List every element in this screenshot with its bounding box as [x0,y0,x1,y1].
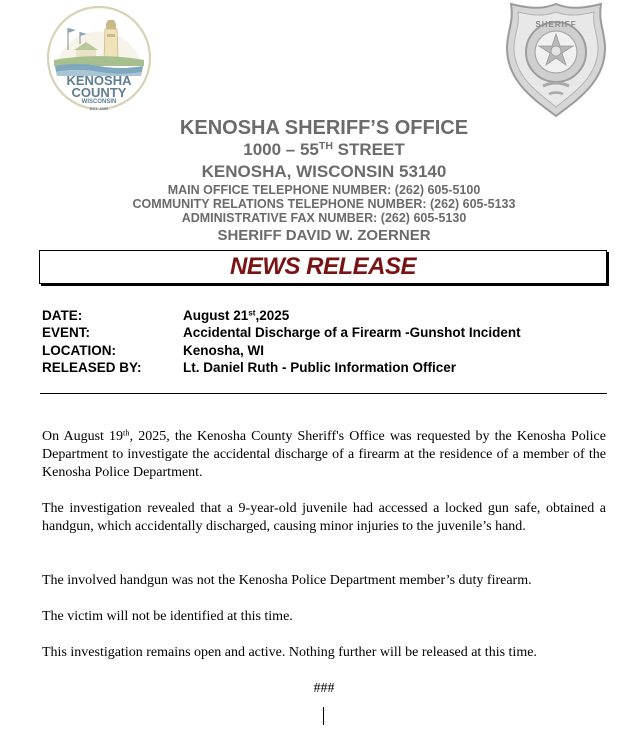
p1-start: On August 19 [42,429,124,444]
sheriff-badge [505,2,607,118]
sheriff-badge-text: SHERIFF [535,20,577,29]
body-paragraph-5: This investigation remains open and active. Nothing further will be released at this time. [42,645,537,660]
county-logo-line3: WISCONSIN [81,99,117,105]
body-paragraph-2: The investigation revealed that a 9-year-old juvenile had accessed a locked gun safe, obtained a handgun, which accidentally discharged, causing minor injuries to the juvenile’s hand. [42,501,606,534]
end-mark: ### [313,681,335,696]
county-logo-line4: EST. 1850 [89,106,109,111]
community-relations-phone: COMMUNITY RELATIONS TELEPHONE NUMBER: (262) 605-5133 [132,197,516,211]
office-name: KENOSHA SHERIFF’S OFFICE [179,117,469,139]
released-by-row [42,359,612,377]
news-release-title: NEWS RELEASE [229,253,417,280]
released-by-value: Lt. Daniel Ruth - Public Information Officer [183,360,457,375]
street-ordinal: TH [318,140,333,153]
administrative-fax: ADMINISTRATIVE FAX NUMBER: (262) 605-5130 [181,211,467,225]
location-value: Kenosha, WI [183,343,265,358]
divider [40,393,607,394]
county-logo-line2: COUNTY [71,85,127,100]
location-label: LOCATION: [42,343,116,358]
main-office-phone: MAIN OFFICE TELEPHONE NUMBER: (262) 605-5100 [167,183,481,197]
date-value-year: ,2025 [255,308,290,323]
city-state-zip: KENOSHA, WISCONSIN 53140 [201,162,447,181]
body-paragraph-4: The victim will not be identified at this time. [42,609,293,624]
date-label: DATE: [42,308,83,323]
released-by-label: RELEASED BY: [42,360,142,375]
street-address [0,140,628,160]
news-release-banner [39,250,607,284]
date-ordinal: st [248,308,256,318]
sheriff-name: SHERIFF DAVID W. ZOERNER [217,227,431,244]
street-suffix: STREET [332,140,405,159]
event-row [42,324,612,342]
county-logo-line1: KENOSHA [66,73,132,88]
date-value-main: August 21 [183,308,249,323]
body-paragraph-3: The involved handgun was not the Kenosha Police Department member’s duty firearm. [42,573,532,588]
text-cursor[interactable] [323,707,324,725]
kenosha-county-logo [46,6,152,112]
location-row [42,342,612,360]
date-value [183,307,289,325]
street-prefix: 1000 – 55 [243,140,319,159]
p1-ordinal: th [123,428,130,438]
body-paragraph-1 [42,428,606,482]
date-row [42,307,612,325]
p1-rest: , 2025, the Kenosha County Sheriff's Office was requested by the Kenosha Police Department to investigate the accidental discharge of a firearm at the residence of a member of the Kenosha Police Department. [42,429,606,480]
event-label: EVENT: [42,325,91,340]
event-value: Accidental Discharge of a Firearm -Gunshot Incident [183,325,521,340]
